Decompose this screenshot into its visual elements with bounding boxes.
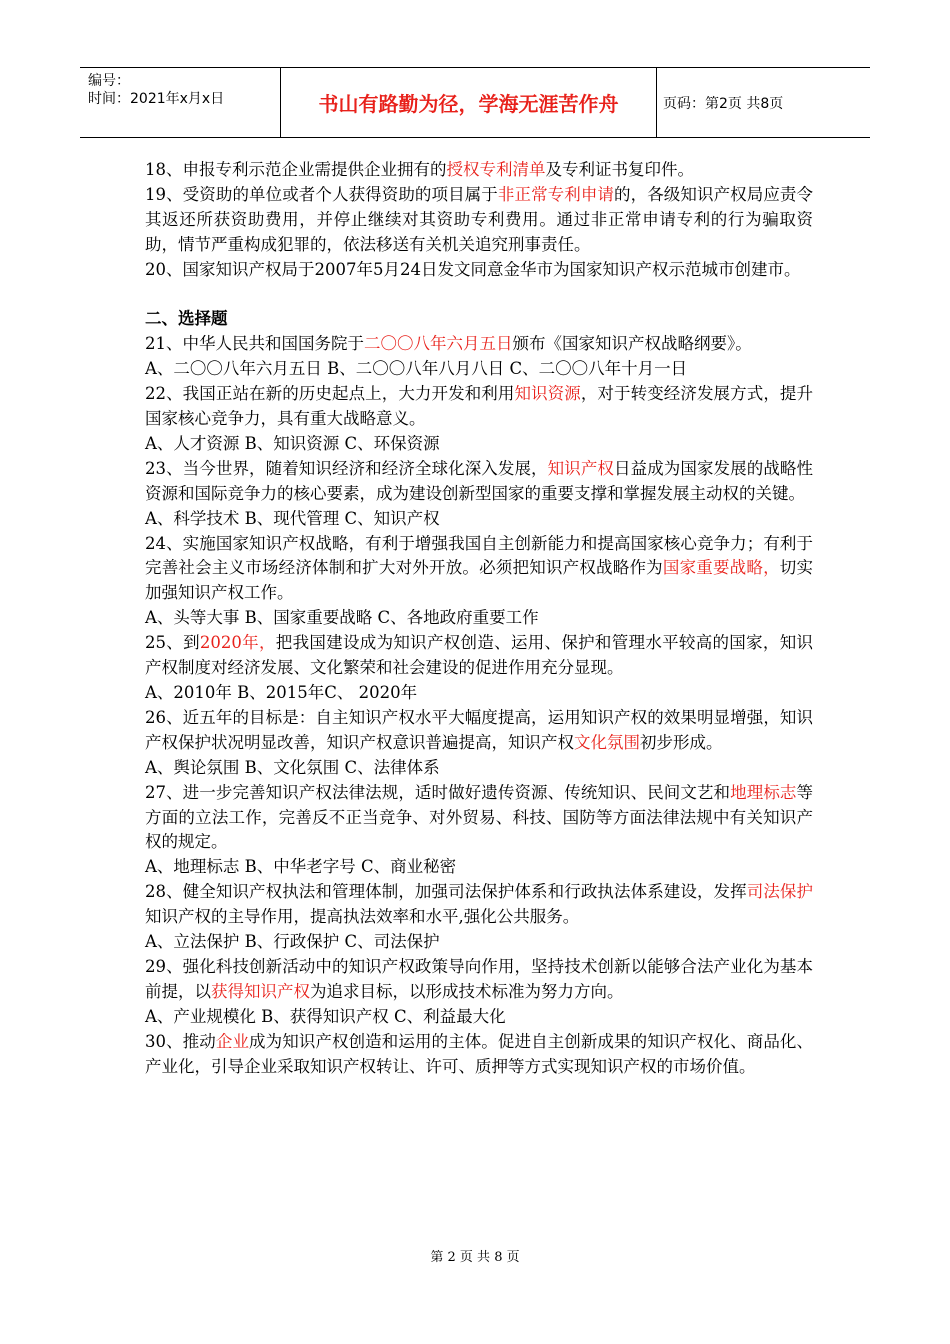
question-19: 19、受资助的单位或者个人获得资助的项目属于非正常专利申请的，各级知识产权局应责令其返还所获资助费用，并停止继续对其资助专利费用。通过非正常申请专利的行为骗取资助，情节严重构成犯罪的，依法移送有关机关追究刑事责任。 xyxy=(145,184,814,254)
header-meta xyxy=(80,68,281,137)
page-header xyxy=(80,67,870,138)
answer-highlight: 非正常专利申请 xyxy=(497,184,615,204)
answer-highlight: 企业 xyxy=(215,1031,250,1051)
options-27: A、地理标志 B、中华老字号 C、商业秘密 xyxy=(145,857,457,877)
question-29: 29、强化科技创新活动中的知识产权政策导向作用，坚持技术创新以能够合法产业化为基本前提，以获得知识产权为追求目标，以形成技术标准为努力方向。 xyxy=(145,956,813,1001)
options-26: A、舆论氛围 B、文化氛围 C、法律体系 xyxy=(145,757,440,777)
options-29: A、产业规模化 B、获得知识产权 C、利益最大化 xyxy=(145,1006,506,1026)
options-22: A、人才资源 B、知识资源 C、环保资源 xyxy=(145,433,440,453)
header-page-number: 页码：第2页 共8页 xyxy=(663,95,784,112)
answer-highlight: 地理标志 xyxy=(730,782,797,802)
answer-highlight: 获得知识产权 xyxy=(211,981,310,1001)
question-18: 18、申报专利示范企业需提供企业拥有的授权专利清单及专利证书复印件。 xyxy=(145,160,694,179)
answer-highlight: 知识资源 xyxy=(514,384,581,404)
question-28: 28、健全知识产权执法和管理体制，加强司法保护体系和行政执法体系建设，发挥司法保护知识产权的主导作用，提高执法效率和水平,强化公共服务。 xyxy=(145,882,814,927)
question-24: 24、实施国家知识产权战略，有利于增强我国自主创新能力和提高国家核心竞争力；有利于完善社会主义市场经济体制和扩大对外开放。必须把知识产权战略作为国家重要战略，切实加强知识产权工作。 xyxy=(145,533,814,603)
answer-highlight: 文化氛围 xyxy=(574,732,640,752)
answer-highlight: 司法保护 xyxy=(746,882,814,902)
question-23: 23、当今世界，随着知识经济和经济全球化深入发展，知识产权日益成为国家发展的战略性资源和国际竞争力的核心要素，成为建设创新型国家的重要支撑和掌握发展主动权的关键。 xyxy=(145,458,814,503)
answer-highlight: 2020年， xyxy=(199,633,276,653)
options-25: A、2010年 B、2015年C、 2020年 xyxy=(145,683,418,703)
options-21: A、二〇〇八年六月五日 B、二〇〇八年八月八日 C、二〇〇八年十月一日 xyxy=(145,359,688,379)
question-21: 21、中华人民共和国国务院于二〇〇八年六月五日颁布《国家知识产权战略纲要》。 xyxy=(145,334,752,354)
document-number-label: 编号： xyxy=(88,73,130,89)
document-date: 时间：2021年x月x日 xyxy=(88,91,225,107)
page-footer: 第 2 页 共 8 页 xyxy=(430,1250,520,1265)
options-23: A、科学技术 B、现代管理 C、知识产权 xyxy=(145,508,440,528)
question-22: 22、我国正站在新的历史起点上，大力开发和利用知识资源，对于转变经济发展方式，提升国家核心竞争力，具有重大战略意义。 xyxy=(145,384,814,429)
question-26: 26、近五年的目标是：自主知识产权水平大幅度提高，运用知识产权的效果明显增强，知识产权保护状况明显改善，知识产权意识普遍提高，知识产权文化氛围初步形成。 xyxy=(145,707,813,752)
question-25: 25、到2020年，把我国建设成为知识产权创造、运用、保护和管理水平较高的国家，知识产权制度对经济发展、文化繁荣和社会建设的促进作用充分显现。 xyxy=(145,633,813,678)
answer-highlight: 授权专利清单 xyxy=(446,160,546,179)
options-24: A、头等大事 B、国家重要战略 C、各地政府重要工作 xyxy=(145,608,539,628)
question-20: 20、国家知识产权局于2007年5月24日发文同意金华市为国家知识产权示范城市创建市。 xyxy=(145,259,801,279)
answer-highlight: 知识产权 xyxy=(547,458,615,478)
document-body xyxy=(145,158,813,1080)
question-27: 27、进一步完善知识产权法律法规，适时做好遗传资源、传统知识、民间文艺和地理标志等方面的立法工作，完善反不正当竞争、对外贸易、科技、国防等方面法律法规中有关知识产权的规定。 xyxy=(145,782,813,852)
question-30: 30、推动企业成为知识产权创造和运用的主体。促进自主创新成果的知识产权化、商品化、产业化，引导企业采取知识产权转让、许可、质押等方式实现知识产权的市场价值。 xyxy=(145,1031,814,1076)
header-motto: 书山有路勤为径，学海无涯苦作舟 xyxy=(281,68,657,137)
section-heading: 二、选择题 xyxy=(145,309,228,329)
answer-highlight: 国家重要战略， xyxy=(662,558,780,578)
options-28: A、立法保护 B、行政保护 C、司法保护 xyxy=(145,932,440,952)
answer-highlight: 二〇〇八年六月五日 xyxy=(364,334,513,354)
